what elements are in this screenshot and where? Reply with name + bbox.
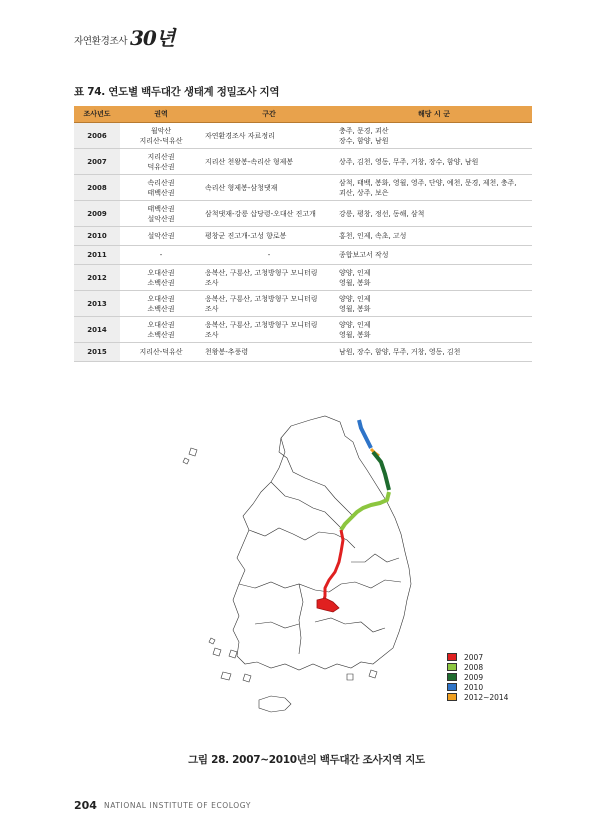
- cell-cities-text: 양양, 인제: [339, 320, 371, 329]
- cell-cities-text: 양양, 인제: [339, 294, 371, 303]
- cell-region: [120, 149, 202, 175]
- legend-label: 2007: [464, 652, 484, 662]
- column-header-year: 조사년도: [74, 106, 120, 123]
- route-2007-jirisan: [317, 598, 339, 612]
- cell-section: [202, 291, 336, 317]
- legend-swatch: [447, 653, 457, 661]
- cell-region-text: 지리산-덕유산: [139, 136, 183, 145]
- cell-section-text: 속리산 형제봉-삼청댓재: [205, 183, 278, 192]
- column-header-section: 구간: [202, 106, 336, 123]
- cell-region-text: 지리산권: [147, 152, 175, 161]
- cell-year: [74, 317, 120, 343]
- cell-cities-text: 영월, 봉화: [339, 304, 371, 313]
- cell-section-text: 자연환경조사 자료정리: [205, 131, 275, 140]
- cell-year-text: 2010: [87, 232, 107, 240]
- legend-item: [447, 692, 508, 702]
- cell-cities-text: 홍천, 인제, 속초, 고성: [339, 232, 407, 240]
- cell-year-text: 2008: [87, 183, 107, 192]
- cell-cities-text: 괴산, 상주, 보은: [339, 188, 389, 197]
- cell-region: [120, 123, 202, 149]
- cell-cities: [336, 201, 532, 227]
- cell-cities: [336, 149, 532, 175]
- cell-year-text: 2014: [87, 325, 107, 334]
- cell-region-text: 설악산권: [147, 232, 175, 240]
- cell-cities-text: 상주, 김천, 영동, 무주, 거창, 장수, 함양, 남원: [339, 157, 479, 166]
- korea-outline: [183, 416, 411, 712]
- survey-regions-table: [74, 106, 532, 362]
- cell-section-text: 조사: [205, 304, 219, 313]
- cell-section: [202, 343, 336, 362]
- table-row: [74, 317, 532, 343]
- cell-cities: [336, 265, 532, 291]
- cell-section: [202, 246, 336, 265]
- cell-year: [74, 265, 120, 291]
- header-title: 자연환경조사: [74, 36, 128, 47]
- cell-year: [74, 343, 120, 362]
- column-header-cities: 해당 시 군: [336, 106, 532, 123]
- cell-region-text: 설악산권: [147, 214, 175, 223]
- cell-section: [202, 201, 336, 227]
- baekdudaegan-survey-map: [175, 412, 445, 742]
- cell-section-text: 삼척댓재-강릉 삽당령-오대산 진고개: [205, 209, 316, 218]
- cell-year: [74, 201, 120, 227]
- cell-cities: [336, 123, 532, 149]
- figure-caption: 그림 28. 2007~2010년의 백두대간 조사지역 지도: [188, 754, 425, 766]
- cell-section-text: 조사: [205, 330, 219, 339]
- cell-region-text: 소백산권: [147, 304, 175, 313]
- table-row: [74, 123, 532, 149]
- cell-year-text: 2012: [87, 273, 107, 282]
- cell-cities: [336, 227, 532, 246]
- table-row: [74, 175, 532, 201]
- table-row: [74, 291, 532, 317]
- cell-section-text: 응복산, 구룡산, 고청방형구 모니터링: [205, 294, 318, 303]
- footer-organization: NATIONAL INSTITUTE OF ECOLOGY: [104, 801, 252, 810]
- route-2009: [373, 452, 389, 490]
- header-logo-30-years: 30년: [130, 26, 175, 50]
- table-row: [74, 343, 532, 362]
- cell-section: [202, 175, 336, 201]
- cell-region-text: 덕유산권: [147, 162, 175, 171]
- cell-region-text: 태백산권: [147, 188, 175, 197]
- table-row: [74, 227, 532, 246]
- cell-year: [74, 227, 120, 246]
- cell-year-text: 2009: [87, 209, 107, 218]
- cell-region: [120, 343, 202, 362]
- cell-region: [120, 201, 202, 227]
- map-legend: [447, 652, 508, 702]
- cell-region-text: 속리산권: [147, 178, 175, 187]
- table-row: [74, 265, 532, 291]
- table-row: [74, 246, 532, 265]
- cell-cities-text: 남원, 장수, 함양, 무주, 거창, 영동, 김천: [339, 348, 461, 356]
- page-number: 204: [74, 799, 97, 812]
- legend-swatch: [447, 673, 457, 681]
- cell-section: [202, 227, 336, 246]
- column-header-region: 권역: [120, 106, 202, 123]
- legend-label: 2008: [464, 662, 484, 672]
- cell-region-text: 소백산권: [147, 330, 175, 339]
- cell-cities: [336, 343, 532, 362]
- cell-year: [74, 149, 120, 175]
- cell-region-text: 월악산: [150, 126, 172, 135]
- cell-year-text: 2013: [87, 299, 107, 308]
- legend-swatch: [447, 693, 457, 701]
- cell-year: [74, 291, 120, 317]
- cell-cities: [336, 175, 532, 201]
- cell-cities-text: 장수, 함양, 남원: [339, 136, 389, 145]
- cell-cities-text: 강릉, 평창, 정선, 동해, 삼척: [339, 209, 425, 218]
- cell-region-text: 오대산권: [147, 268, 175, 277]
- cell-region: [120, 227, 202, 246]
- cell-cities-text: 삼척, 태백, 봉화, 영월, 영주, 단양, 예천, 문경, 제천, 충주,: [339, 178, 517, 187]
- cell-region: [120, 317, 202, 343]
- legend-swatch: [447, 663, 457, 671]
- cell-cities-text: 양양, 인제: [339, 268, 371, 277]
- cell-region-text: 오대산권: [147, 320, 175, 329]
- table-row: [74, 149, 532, 175]
- cell-year-text: 2011: [87, 251, 107, 259]
- table-title: 표 74. 연도별 백두대간 생태계 정밀조사 지역: [74, 86, 280, 98]
- cell-section: [202, 123, 336, 149]
- cell-region: [120, 265, 202, 291]
- cell-section-text: 응복산, 구룡산, 고청방형구 모니터링: [205, 268, 318, 277]
- cell-cities-text: 종합보고서 작성: [339, 251, 389, 259]
- cell-section-text: 응복산, 구룡산, 고청방형구 모니터링: [205, 320, 318, 329]
- cell-cities-text: 영월, 봉화: [339, 278, 371, 287]
- table-row: [74, 201, 532, 227]
- table-header-row: [74, 106, 532, 123]
- cell-cities-text: 충주, 문경, 괴산: [339, 126, 389, 135]
- cell-cities: [336, 246, 532, 265]
- cell-section-text: 천왕봉-추풍령: [205, 348, 249, 356]
- legend-item: [447, 652, 508, 662]
- cell-region-text: 지리산-덕유산: [139, 348, 183, 356]
- legend-label: 2010: [464, 682, 484, 692]
- cell-region: [120, 175, 202, 201]
- cell-section-text: 평창군 진고개-고성 향로봉: [205, 232, 287, 240]
- cell-cities-text: 영월, 봉화: [339, 330, 371, 339]
- route-2007: [323, 530, 343, 604]
- route-2010: [359, 420, 371, 448]
- legend-item: [447, 672, 508, 682]
- cell-year-text: 2015: [87, 348, 107, 356]
- cell-section-text: 지리산 천왕봉-속리산 형제봉: [205, 157, 294, 166]
- legend-item: [447, 662, 508, 672]
- cell-section: [202, 317, 336, 343]
- legend-label: 2012~2014: [464, 692, 509, 702]
- cell-region: [120, 246, 202, 265]
- cell-year: [74, 246, 120, 265]
- cell-section: [202, 149, 336, 175]
- cell-region-text: -: [159, 251, 163, 259]
- cell-section: [202, 265, 336, 291]
- cell-section-text: 조사: [205, 278, 219, 287]
- cell-region: [120, 291, 202, 317]
- cell-year-text: 2006: [87, 131, 107, 140]
- cell-region-text: 오대산권: [147, 294, 175, 303]
- cell-cities: [336, 317, 532, 343]
- legend-label: 2009: [464, 672, 484, 682]
- cell-year: [74, 175, 120, 201]
- cell-year-text: 2007: [87, 157, 107, 166]
- cell-year: [74, 123, 120, 149]
- legend-swatch: [447, 683, 457, 691]
- cell-cities: [336, 291, 532, 317]
- cell-region-text: 소백산권: [147, 278, 175, 287]
- cell-region-text: 태백산권: [147, 204, 175, 213]
- cell-section-text: -: [267, 251, 271, 259]
- legend-item: [447, 682, 508, 692]
